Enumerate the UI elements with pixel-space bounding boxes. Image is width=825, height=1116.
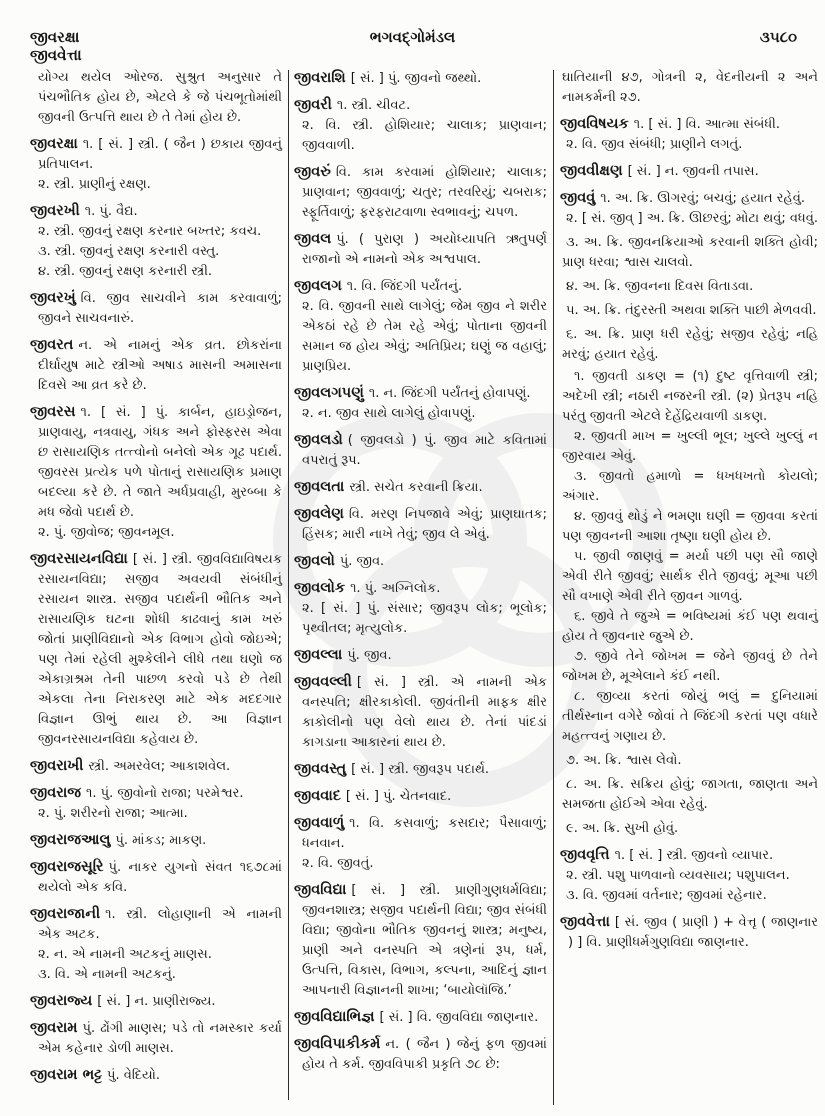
headword: જીવવિપાકીકર્મ	[294, 1036, 381, 1052]
definition: ન. ( જૈન ) જેનું ફળ જીવમાં હોય તે કર્મ. જીવવિપાકી પ્રકૃતિ ૭૮ છે:	[302, 1037, 547, 1072]
dictionary-entry	[30, 201, 282, 282]
definition: [ સં. ] સ્ત્રી. એ નામની એક વનસ્પતિ; ક્ષીરકાકોલી. જીવંતીની માફક ક્ષીર કાકોલીનો પણ વેલો થાય છે. તેનાં પાંદડાં કાગડાના આકારનાં થાય છે.	[302, 675, 547, 750]
headword: જીવલોક	[294, 580, 346, 596]
sense: ૨. સ્ત્રી. પ્રાણીનું રક્ષણ.	[38, 177, 151, 192]
dictionary-entry	[560, 114, 818, 155]
headword: જીવલ્લા	[294, 647, 343, 663]
entry-lead	[294, 786, 547, 807]
dictionary-entry	[294, 880, 547, 1001]
definition: ૧. અ. ક્રિ. ઊગરવું; બચવું; હયાત રહેવું.	[600, 191, 805, 206]
definition: ૧. [ સં. ] વિ. આત્મા સંબંધી.	[633, 117, 780, 132]
sense: ૭. અ. ક્રિ. શ્વાસ લેવો.	[566, 753, 682, 768]
dictionary-entry	[30, 991, 282, 1012]
idiom: ૭. જીવે તેને જોખમ = જેને જીવવું છે તેને જોખમ છે, મૂએલાને કંઈ નથી.	[562, 649, 818, 684]
sense: ૨. [ સં. જીવ્ ] અ. ક્રિ. ઊછરવું; મોટા થવું; વધવું.	[566, 211, 818, 226]
headword: જીવરાજાની	[30, 906, 101, 922]
sense: ૩. સ્ત્રી. જીવનું રક્ષણ કરનારી વસ્તુ.	[38, 244, 220, 259]
definition: ૧. સ્ત્રી. લોહાણાની એ નામની એક અટક.	[38, 907, 282, 942]
entry-lead	[560, 845, 818, 866]
entry-lead	[30, 830, 282, 851]
headword: જીવલ	[294, 231, 332, 247]
dictionary-entry	[30, 402, 282, 543]
entry-lead	[294, 1007, 547, 1028]
dictionary-entry	[560, 188, 818, 839]
headword: જીવલગપણું	[294, 385, 364, 401]
entry-lead	[30, 857, 282, 898]
sense: ૨. વિ. સ્ત્રી. હોશિયાર; ચાલાક; પ્રાણવાન; જીવવાળી.	[302, 118, 547, 153]
definition: ૧. [ સં. ] સ્ત્રી. જીવનો વ્યાપાર.	[614, 848, 774, 863]
headword: જીવવેત્તા	[560, 914, 610, 930]
sense: ૨. ન. જીવ સાથે લાગેલું હોવાપણું.	[302, 406, 476, 421]
dictionary-entry	[560, 845, 818, 906]
headword: જીવવિદ્યા	[294, 882, 347, 898]
headword: જીવલો	[294, 553, 335, 569]
entry-lead	[294, 95, 547, 116]
headword: જીવરાજઆલુ	[30, 832, 111, 848]
dictionary-entry	[294, 813, 547, 874]
dictionary-entry	[294, 430, 547, 471]
dictionary-entry	[294, 786, 547, 807]
dictionary-entry	[294, 759, 547, 780]
headword: જીવરામ	[30, 1020, 78, 1036]
dictionary-entry	[560, 161, 818, 182]
entry-lead	[560, 188, 818, 209]
idiom: ૫. જીવી જાણવું = મર્યા પછી પણ સૌ જાણે એવી રીતે જીવવું; સાર્થક રીતે જીવવું; મૂઆ પછી સૌ વખાણે એવી રીતે જીવન ગાળવું.	[562, 549, 818, 604]
entry-lead	[30, 904, 282, 945]
dictionary-entry	[294, 672, 547, 753]
headword: જીવવિદ્યાભિજ્ઞ	[294, 1009, 375, 1025]
entry-lead	[30, 402, 282, 523]
idiom: ૪. જીવવું થોડું ને ભમણા ઘણી = જીવવા કરતાં પણ જીવનની આશા તૃષ્ણા ઘણી હોય છે.	[562, 509, 818, 544]
definition: ન. એ નામનું એક વ્રત. છોકરાંના દીર્ઘાયુષ માટે સ્ત્રીઓ અષાડ માસની અમાસના દિવસે આ વ્રત કરે છે.	[38, 338, 282, 393]
definition: પું. માંકડ; માકણ.	[115, 833, 207, 848]
entry-lead	[294, 645, 547, 666]
dictionary-entry	[294, 68, 547, 89]
idiom: ૨. જીવતી માખ = ખુલ્લી ભૂલ; ખુલ્લે ખુલ્લું ન જીરવાય એવું.	[562, 429, 818, 464]
dictionary-entry	[294, 276, 547, 377]
sense: ૨. પું. શરીરનો રાજા; આત્મા.	[38, 806, 188, 821]
definition: ઘાતિયાની ૪૭, ગોત્રની ૨, વેદનીયની ૨ અને નામકર્મની ૨૭.	[562, 70, 818, 105]
definition: [ સં. ] વિ. જીવવિદ્યા જાણનાર.	[379, 1010, 539, 1025]
entry-lead	[294, 229, 547, 270]
definition: પું. ઢોંગી માણસ; પડે તો નમસ્કાર કર્યા એમ કહેનાર ડોળી માણસ.	[38, 1021, 282, 1056]
dictionary-entry	[294, 551, 547, 572]
headword: જીવવું	[560, 190, 596, 206]
entry-lead	[30, 201, 282, 222]
column-3	[560, 68, 818, 953]
dictionary-entry	[30, 904, 282, 985]
sense: ૫. અ. ક્રિ. તંદુરસ્તી અથવા શક્તિ પાછી મેળવવી.	[566, 303, 817, 318]
definition: પું. જીવ.	[347, 648, 392, 663]
entry-lead	[294, 477, 547, 498]
headword: જીવલગ	[294, 278, 342, 294]
definition: [ સં. ] પું. ચેતનવાદ.	[345, 789, 452, 804]
headword: જીવરાખી	[30, 758, 84, 774]
idiom: ૩. જીવતો હમાળો = ધખધખતો કોયલો; અંગાર.	[562, 469, 818, 504]
definition: ( જીવલડો ) પું. જીવ માટે કવિતામાં વપરાતું રૂપ.	[302, 433, 547, 468]
headword: જીવવૃત્તિ	[560, 847, 610, 863]
dictionary-entry	[30, 1018, 282, 1059]
sense: ૨. ન. એ નામની અટકનું માણસ.	[38, 947, 212, 962]
definition: ૧. પું. વૈદ્ય.	[84, 204, 138, 219]
dictionary-entry	[294, 504, 547, 545]
headword: જીવવીક્ષણ	[560, 163, 623, 179]
definition: [ સં. ] પું. જીવનો જથ્થો.	[350, 71, 482, 86]
definition: યોગ્ય થયેલ ઓરજ. સુશ્રુત અનુસાર તે પંચભૌતિક હોય છે, એટલે કે જે પંચભૂતોમાંથી જીવની ઉત્પત્તિ થાય છે તે તેમાં હોય છે.	[38, 70, 282, 125]
column-divider	[288, 70, 289, 1100]
headword: જીવરત	[30, 337, 74, 353]
idiom: ૬. જીવે તે જુએ = ભવિષ્યમાં કંઈ પણ થવાનું હોય તે જીવનાર જુએ છે.	[562, 609, 818, 644]
entry-lead	[560, 912, 818, 953]
entry-lead	[294, 551, 547, 572]
dictionary-entry	[294, 578, 547, 639]
entry-lead	[294, 162, 547, 223]
headword: જીવરાજસૂરિ	[30, 859, 104, 875]
entry-lead	[30, 134, 282, 175]
guide-word-last: જીવવેત્તા	[30, 46, 82, 64]
definition: પું. નાકર યુગનો સંવત ૧૬૭૮માં થયેલો એક કવિ.	[38, 860, 282, 895]
entry-lead	[560, 114, 818, 135]
entry-lead	[560, 161, 818, 182]
dictionary-entry	[30, 134, 282, 195]
entry-lead	[294, 430, 547, 471]
page-title: ભગવદ્ગોમંડલ	[369, 28, 456, 46]
dictionary-entry	[294, 229, 547, 270]
definition: ૧. [ સં. ] સ્ત્રી. ( જૈન ) છકાય જીવનું પ્રતિપાલન.	[38, 137, 282, 172]
sense: ૨. વિ. જીવ સંબંધી; પ્રાણીને લગતું.	[566, 137, 743, 152]
headword: જીવરક્ષા	[30, 136, 78, 152]
page-number: ૩૫૮૦	[759, 28, 797, 46]
entry-lead	[294, 759, 547, 780]
entry-lead	[30, 783, 282, 804]
entry-lead	[30, 335, 282, 396]
definition: [ સં. ] સ્ત્રી. પ્રાણીગુણધર્મવિદ્યા; જીવનશાસ્ત્ર; સજીવ પદાર્થની વિદ્યા; જીવ સંબંધી વિદ્યા; જીવોના ભૌતિક જીવનનું શાસ્ત્ર; મનુષ્ય, પ્રાણી અને વનસ્પતિ એ ત્રણેનાં રૂપ, ધર્મ, ઉત્પત્તિ, વિકાસ, વિભાગ, કલ્પના, આદિનું જ્ઞાન આપનારી વિજ્ઞાનની શાખા; ‘બાયોલૉજિ.’	[302, 883, 547, 998]
definition: [ સં. ] ન. જીવની તપાસ.	[627, 164, 759, 179]
headword: જીવરાજ	[30, 785, 81, 801]
definition: ૧. સ્ત્રી. ચીવટ.	[336, 98, 411, 113]
column-divider	[553, 70, 554, 1105]
definition: [ સં. ] સ્ત્રી. જીવરૂપ પદાર્થ.	[351, 762, 490, 777]
definition: વિ. મરણ નિપજાવે એવું; પ્રાણઘાતક; હિંસક; મારી નાખે તેવું; જીવ લે એવું.	[302, 507, 547, 542]
dictionary-entry	[294, 1007, 547, 1028]
headword: જીવરાજ્ય	[30, 993, 93, 1009]
entry-lead	[30, 1018, 282, 1059]
sense: ૪. સ્ત્રી. જીવનું રક્ષણ કરનારી સ્ત્રી.	[38, 264, 213, 279]
dictionary-entry	[294, 477, 547, 498]
definition: ૧. વિ. કસવાળું; કસદાર; પૈસાવાળું; ધનવાન.	[302, 816, 547, 851]
sense: ૨. સ્ત્રી. પશુ પાળવાનો વ્યવસાય; પશુપાલન.	[566, 868, 790, 883]
dictionary-entry	[30, 830, 282, 851]
entry-lead	[30, 1065, 282, 1086]
idiom: ૧. જીવતી ડાકણ = (૧) દુષ્ટ વૃત્તિવાળી સ્ત્રી; અદેખી સ્ત્રી; નઠારી નજરની સ્ત્રી. (૨) પ્રેતરૂપ નહિ પરંતુ જીવતી એટલે દેહેંદ્રિયવાળી ડાકણ.	[562, 369, 818, 424]
headword: જીવવાદ	[294, 788, 341, 804]
definition: ૧. વિ. જિંદગી પર્યંતનું.	[346, 279, 463, 294]
dictionary-entry	[30, 857, 282, 898]
headword: જીવવિષયક	[560, 116, 629, 132]
definition: સ્ત્રી. અમરવેલ; આકાશવેલ.	[88, 759, 231, 774]
entry-lead	[294, 68, 547, 89]
dictionary-entry-continued	[560, 68, 818, 108]
entry-lead	[30, 991, 282, 1012]
dictionary-entry	[294, 645, 547, 666]
dictionary-entry	[294, 1034, 547, 1075]
sense: ૩. વિ. એ નામની અટકનું.	[38, 967, 176, 982]
definition: [ સં. ] સ્ત્રી. જીવવિદ્યાવિષયક રસાયનવિદ્યા; સજીવ અવયવી સંબંધીનું રસાયન શાસ્ત્ર. સજીવ પદાર્થની ભૌતિક અને રાસાયણિક ઘટના શોધી કાઢવાનું કામ ખરું જોતાં પ્રાણીવિદ્યાનો એક વિભાગ હોવો જોઇએ; પણ તેમાં રહેલી મુશ્કેલીને લીધે તથા ઘણો જ એકાગ્રશ્રમ તેની પાછળ કરવો પડે છે તેથી એકલા તેના નિરાકરણ માટે એક મદદગાર વિજ્ઞાન ઊભું થાય છે. આ વિજ્ઞાન જીવનરસાયનવિદ્યા કહેવાય છે.	[38, 552, 282, 747]
dictionary-entry	[30, 549, 282, 750]
headword: જીવરખી	[30, 203, 80, 219]
dictionary-entry	[30, 756, 282, 777]
headword: જીવલેણ	[294, 506, 344, 522]
sense: ૩. વિ. જીવમાં વર્તનાર; જીવમાં રહેનાર.	[566, 888, 767, 903]
headword: જીવરસ	[30, 404, 76, 420]
sense: ૮. અ. ક્રિ. સક્રિય હોવું; જાગતા, જાણતા અને સમજતા હોઈએ એવા રહેવું.	[562, 777, 818, 812]
headword: જીવવાળું	[294, 815, 345, 831]
entry-lead	[30, 756, 282, 777]
definition: ૧. ન. જિંદગી પર્યંતનું હોવાપણું.	[368, 386, 531, 401]
sense: ૯. અ. ક્રિ. સુખી હોવું.	[566, 821, 679, 836]
entry-lead	[294, 578, 547, 599]
definition: ૧. [ સં. ] પું. કાર્બન, હાઇડ્રોજન, પ્રાણવાયુ, નત્રવાયુ, ગંધક અને ફોસ્ફરસ એવા છ રાસાયણિક તત્ત્વોનો બનેલો એક ગૂઢ પદાર્થ. જીવરસ પ્રત્યેક પળે પોતાનું રાસાયણિક પ્રમાણ બદલ્યા કરે છે. તે જાતે અર્ધપ્રવાહી, મુરબ્બા કે મધ જેવો પદાર્થ છે.	[38, 405, 282, 520]
dictionary-entry	[560, 912, 818, 953]
dictionary-entry-continued	[30, 68, 282, 128]
headword: જીવરામ ભટ્ટ	[30, 1067, 103, 1083]
entry-lead	[294, 383, 547, 404]
headword: જીવવલ્લી	[294, 674, 352, 690]
definition: પું. વેદિયો.	[107, 1068, 161, 1083]
definition: વિ. જીવ સાચવીને કામ કરવાવાળું; જીવને સાચવનારું.	[38, 291, 282, 326]
sense: ૩. અ. ક્રિ. જીવનક્રિયાઓ કરવાની શક્તિ હોવી; પ્રાણ ધરવા; શ્વાસ ચાલવો.	[562, 235, 818, 270]
headword: જીવરખું	[30, 290, 76, 306]
sense: ૨. વિ. જીવતું.	[302, 856, 374, 871]
headword: જીવલતા	[294, 479, 345, 495]
entry-lead	[294, 672, 547, 753]
entry-lead	[294, 813, 547, 854]
definition: [ સં. ] ન. પ્રાણીરાજ્ય.	[97, 994, 216, 1009]
definition: ૧. પું. અગ્નિલોક.	[350, 581, 441, 596]
headword: જીવવસ્તુ	[294, 761, 347, 777]
entry-lead	[30, 549, 282, 750]
idiom: ૮. જીવ્યા કરતાં જોયું ભલું = દુનિયામાં તીર્થસ્નાન વગેરે જોવાં તે જિંદગી કરતાં પણ વધારે મહત્ત્વનું ગણાય છે.	[562, 689, 818, 744]
sense: ૨. સ્ત્રી. જીવનું રક્ષણ કરનાર બખ્તર; કવચ.	[38, 224, 262, 239]
definition: ૧. પું. જીવોનો રાજા; પરમેશ્વર.	[86, 786, 244, 801]
column-1	[30, 68, 282, 1086]
headword: જીવરાશિ	[294, 70, 346, 86]
sense: ૨. વિ. જીવની સાથે લાગેલું; જેમ જીવ ને શરીર એકઠાં રહે છે તેમ રહે એવું; પોતાના જીવની સમાન જ હોય એવું; અતિપ્રિય; ઘણું જ વહાલું; પ્રાણપ્રિય.	[302, 299, 547, 374]
definition: પું. ( પુરાણ ) અયોધ્યાપતિ ઋતુપર્ણ રાજાનો એ નામનો એક અશ્વપાલ.	[302, 232, 547, 267]
definition: [ સં. જીવ ( પ્રાણી ) + વેત્તૃ ( જાણનાર ) ] વિ. પ્રાણીધર્મગુણવિદ્યા જાણનાર.	[568, 915, 818, 950]
dictionary-entry	[294, 383, 547, 424]
sense: ૪. અ. ક્રિ. જીવનના દિવસ વિતાડવા.	[566, 279, 754, 294]
sense: ૨. પું. જીવોજ; જીવનમૂલ.	[38, 525, 175, 540]
entry-lead	[294, 504, 547, 545]
headword: જીવરું	[294, 164, 331, 180]
headword: જીવરસાયનવિદ્યા	[30, 551, 128, 567]
sense: ૬. અ. ક્રિ. પ્રાણ ધરી રહેવું; સજીવ રહેવું; નહિ મરવું; હયાત રહેવું.	[562, 327, 818, 362]
dictionary-entry	[294, 95, 547, 156]
definition: વિ. કામ કરવામાં હોશિયાર; ચાલાક; પ્રાણવાન; જીવવાળું; ચતુર; તરવરિયું; ચબરાક; સ્ફૂર્તિવાળું; ફરફરાટવાળા સ્વભાવનું; ચપળ.	[302, 165, 547, 220]
dictionary-entry	[30, 783, 282, 824]
definition: પું. જીવ.	[339, 554, 385, 569]
definition: સ્ત્રી. સચેત કરવાની ક્રિયા.	[349, 480, 483, 495]
entry-lead	[30, 288, 282, 329]
guide-word-first: જીવરક્ષા	[30, 28, 80, 46]
dictionary-entry	[30, 1065, 282, 1086]
headword: જીવલડો	[294, 432, 343, 448]
entry-lead	[294, 276, 547, 297]
dictionary-entry	[30, 335, 282, 396]
sense: ૨. [ સં. ] પું. સંસાર; જીવરૂપ લોક; ભૂલોક; પૃથ્વીતલ; મૃત્યુલોક.	[302, 601, 547, 636]
headword: જીવરી	[294, 97, 332, 113]
entry-lead	[294, 1034, 547, 1075]
dictionary-entry	[30, 288, 282, 329]
dictionary-entry	[294, 162, 547, 223]
entry-lead	[294, 880, 547, 1001]
column-2	[294, 68, 547, 1075]
